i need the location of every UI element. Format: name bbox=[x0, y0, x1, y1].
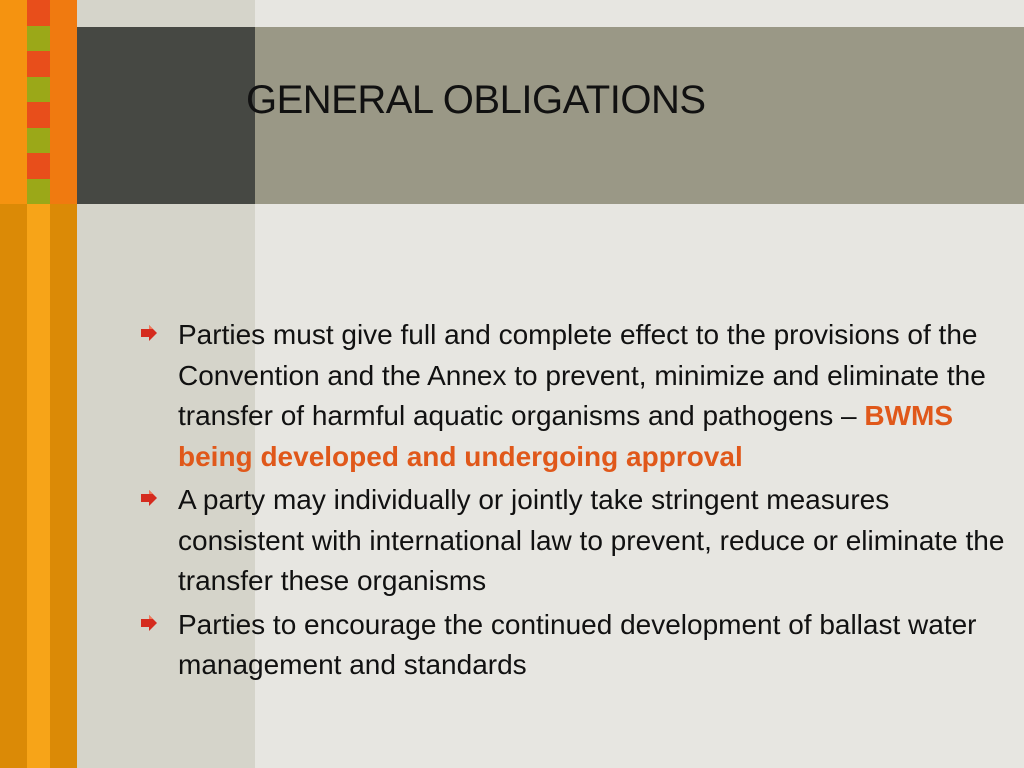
red-arrow-bullet-icon bbox=[140, 324, 158, 342]
title-band-dark bbox=[77, 27, 255, 204]
red-arrow-bullet-icon bbox=[140, 489, 158, 507]
bullet-text: A party may individually or jointly take stringent measures consistent with international law to prevent, reduce or eliminate the transfer these organisms bbox=[178, 484, 1005, 596]
bullet-item bbox=[140, 605, 1010, 686]
bullet-text: Parties to encourage the continued development of ballast water management and standards bbox=[178, 608, 977, 680]
checker-decoration bbox=[27, 0, 50, 204]
top-left-orange-block bbox=[0, 0, 27, 204]
bullet-item bbox=[140, 315, 1010, 477]
bullet-item bbox=[140, 480, 1010, 602]
top-orange-block bbox=[50, 0, 77, 204]
slide-title: GENERAL OBLIGATIONS bbox=[246, 78, 706, 122]
bullet-list bbox=[140, 315, 1010, 689]
bullet-highlight: BWMS being developed and undergoing approval bbox=[178, 400, 954, 472]
bullet-text: Parties must give full and complete effect to the provisions of the Convention and the Annex to prevent, minimize and eliminate the transfer of harmful aquatic organisms and pathogens – bbox=[178, 319, 986, 431]
red-arrow-bullet-icon bbox=[140, 614, 158, 632]
